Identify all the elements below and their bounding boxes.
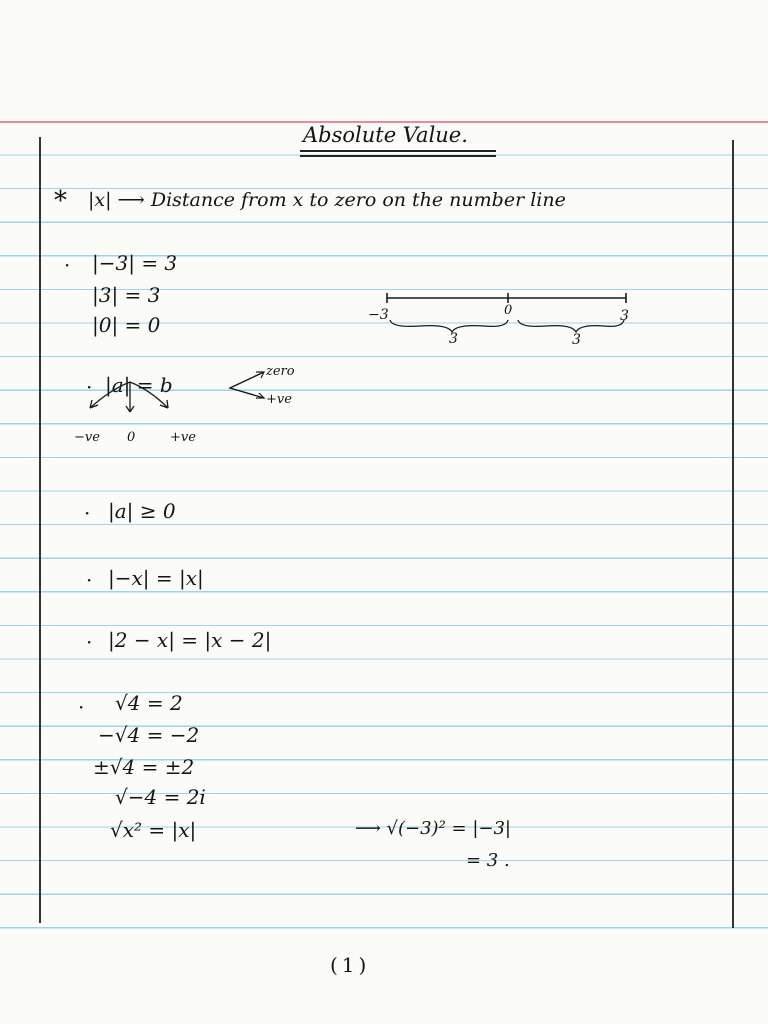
page-number: (1) [330, 953, 371, 977]
definition-text: |x| ⟶ Distance from x to zero on the number line [88, 189, 566, 211]
bullet: · [78, 695, 85, 719]
number-line-center-label: 0 [504, 303, 513, 318]
title-underline [300, 155, 496, 157]
case-negative: −ve [74, 430, 100, 445]
example-line: |3| = 3 [92, 283, 161, 307]
property-difference: |2 − x| = |x − 2| [108, 628, 272, 652]
root-line: √4 = 2 [115, 691, 183, 715]
root-example: ⟶ √(−3)² = |−3| [355, 818, 511, 839]
property-symmetric: |−x| = |x| [108, 566, 204, 590]
left-distance-label: 3 [449, 331, 458, 347]
example-line: |0| = 0 [92, 313, 161, 337]
example-line: |−3| = 3 [92, 251, 178, 275]
right-margin-line [732, 140, 734, 928]
root-example-result: = 3 . [466, 850, 510, 871]
case-positive: +ve [170, 430, 196, 445]
number-line-right-label: 3 [620, 308, 629, 324]
bullet: · [86, 630, 93, 654]
number-line-diagram [360, 290, 640, 350]
title-underline [300, 150, 496, 152]
left-margin-line [39, 137, 41, 923]
root-line: −√4 = −2 [98, 723, 200, 747]
root-line: √x² = |x| [110, 818, 197, 842]
root-line: √−4 = 2i [115, 785, 206, 809]
arrow-negative [90, 382, 130, 408]
bullet: · [86, 375, 93, 399]
a-equals-b: |a| = b [105, 373, 173, 397]
bullet: · [84, 501, 91, 525]
definition-marker: * [54, 186, 67, 216]
page-title: Absolute Value. [303, 123, 468, 147]
bullet: · [64, 253, 71, 277]
right-distance-label: 3 [572, 332, 581, 348]
bullet: · [86, 568, 93, 592]
branch-positive: +ve [266, 392, 292, 407]
case-zero: 0 [127, 430, 136, 445]
brace-right [518, 320, 624, 332]
arrow-positive [130, 382, 168, 408]
branch-zero: zero [266, 364, 295, 379]
top-margin [0, 0, 768, 122]
root-line: ±√4 = ±2 [93, 755, 195, 779]
number-line-left-label: −3 [368, 307, 389, 323]
property-nonnegative: |a| ≥ 0 [108, 499, 176, 523]
branch-bracket [230, 372, 264, 398]
